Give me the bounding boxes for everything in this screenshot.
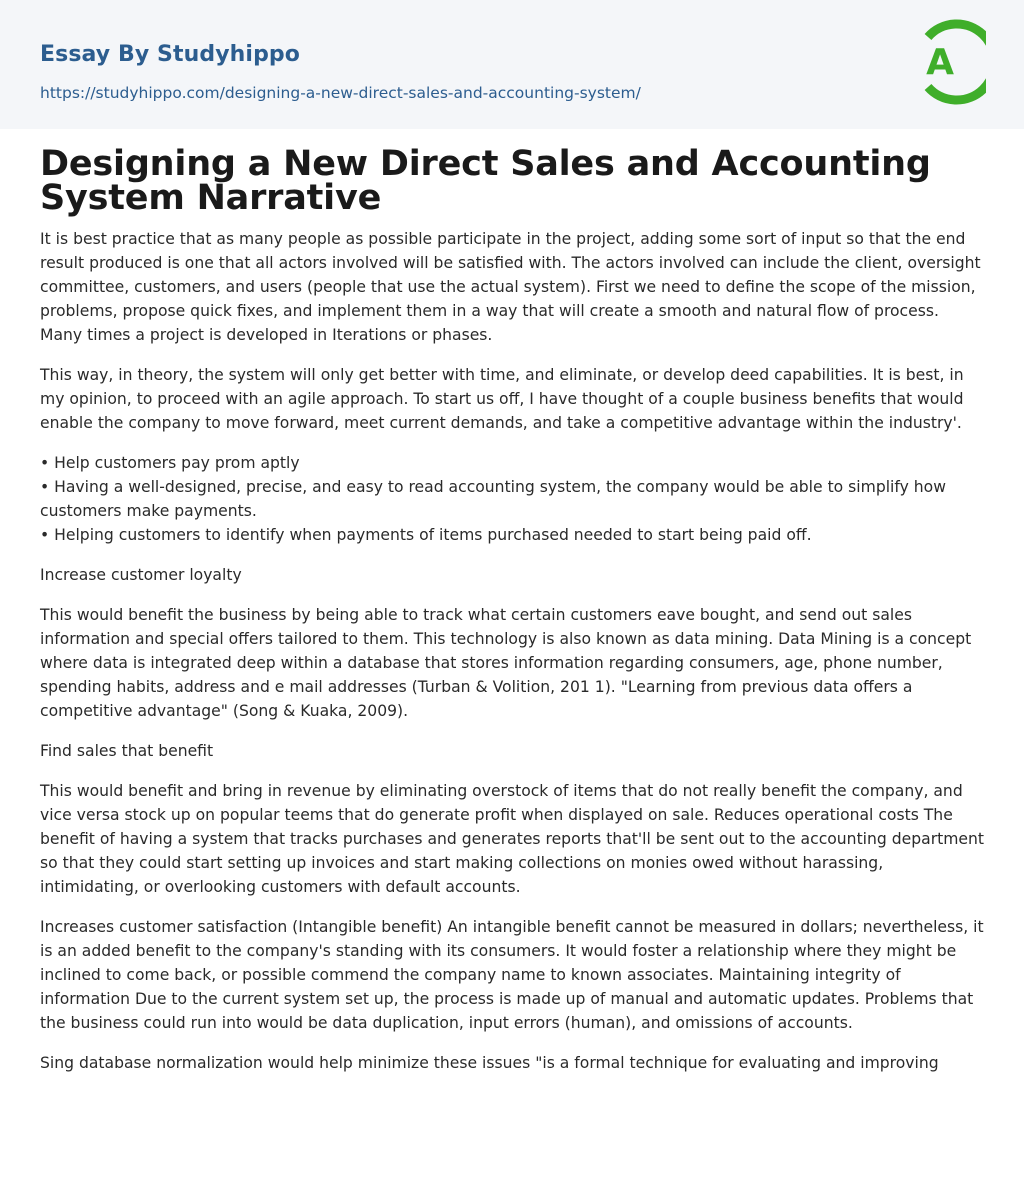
logo-letter: A <box>926 42 954 83</box>
section-heading: Increase customer loyalty <box>40 566 242 584</box>
paragraph: It is best practice that as many people as possible participate in the project, adding some sort of input so that the end result produced is one that all actors involved will be satisfied with. The actors involved can include the client, oversight committee, customers, and users (people that use the actual system). First we need to define the scope of the mission, problems, propose quick fixes, and implement them in a way that will create a smooth and natural flow of process. Many times a project is developed in Iterations or phases. <box>40 230 981 344</box>
bullet-list: • Help customers pay prom aptly • Having a well-designed, precise, and easy to read accounting system, the company would be able to simplify how customers make payments. • Helping customers to identify when payments of items purchased needed to start being paid off. <box>40 454 946 544</box>
paragraph: Increases customer satisfaction (Intangible benefit) An intangible benefit cannot be measured in dollars; nevertheless, it is an added benefit to the company's standing with its consumers. It would foster a relationship where they might be inclined to come back, or possible commend the company name to known associates. Maintaining integrity of information Due to the current system set up, the process is made up of manual and automatic updates. Problems that the business could run into would be data duplication, input errors (human), and omissions of accounts. <box>40 918 984 1032</box>
studyhippo-logo-icon[interactable] <box>912 19 986 105</box>
essay-url-link[interactable]: https://studyhippo.com/designing-a-new-direct-sales-and-accounting-system/ <box>40 84 641 102</box>
section-heading: Find sales that benefit <box>40 742 214 760</box>
paragraph: This would benefit the business by being able to track what certain customers eave bought, and send out sales information and special offers tailored to them. This technology is also known as data mining. Data Mining is a concept where data is integrated deep within a database that stores information regarding consumers, age, phone number, spending habits, address and e mail addresses (Turban & Volition, 201 1). "Learning from previous data offers a competitive advantage" (Song & Kuaka, 2009). <box>40 606 972 720</box>
paragraph: Sing database normalization would help minimize these issues "is a formal technique for evaluating and improving <box>40 1054 939 1072</box>
site-brand[interactable]: Essay By Studyhippo <box>40 42 300 67</box>
article-title: Designing a New Direct Sales and Accounting System Narrative <box>40 144 931 218</box>
page-header <box>0 0 1024 129</box>
paragraph: This way, in theory, the system will only get better with time, and eliminate, or develop deed capabilities. It is best, in my opinion, to proceed with an agile approach. To start us off, I have thought of a couple business benefits that would enable the company to move forward, meet current demands, and take a competitive advantage within the industry'. <box>40 366 964 432</box>
article <box>0 129 1024 1075</box>
paragraph: This would benefit and bring in revenue by eliminating overstock of items that do not really benefit the company, and vice versa stock up on popular teems that do generate profit when displayed on sale. Reduces operational costs The benefit of having a system that tracks purchases and generates reports that'll be sent out to the accounting department so that they could start setting up invoices and start making collections on monies owed without harassing, intimidating, or overlooking customers with default accounts. <box>40 782 985 896</box>
